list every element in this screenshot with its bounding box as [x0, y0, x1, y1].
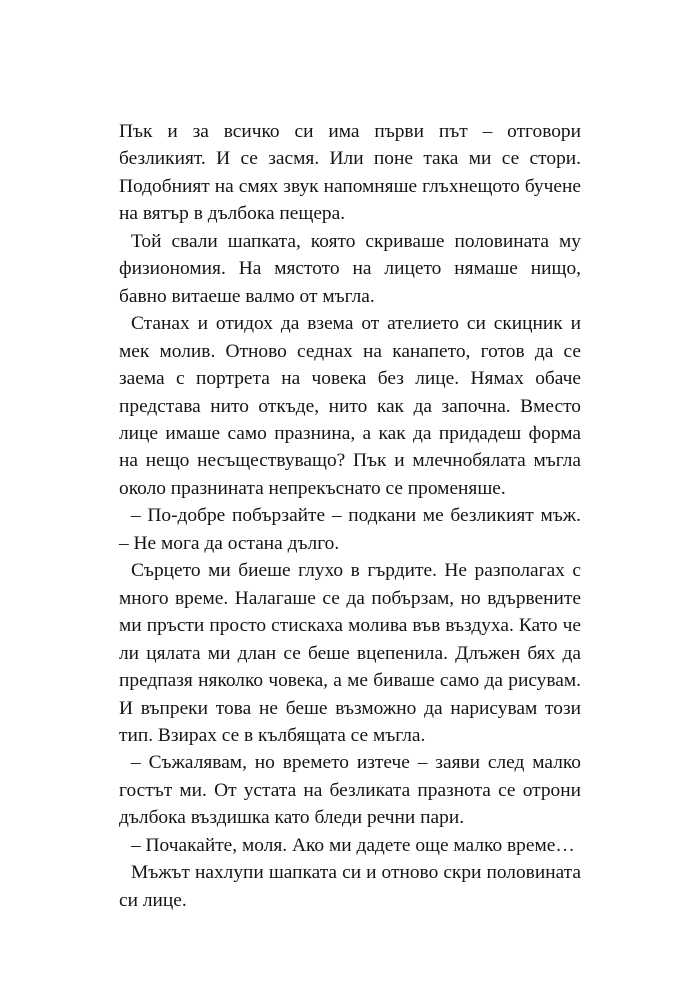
paragraph: Сърцето ми биеше глухо в гърдите. Не разполагах с много време. Налагаше се да побързам, но вдървените ми пръсти просто стискаха молива във въздуха. Като че ли цялата ми длан се беше вцепенила. Длъжен бях да предпазя няколко човека, а ме биваше само да рисувам. И въпреки това не беше възможно да нарисувам този тип. Взирах се в кълбящата се мъгла. — [119, 560, 581, 746]
paragraph: Той свали шапката, която скриваше половината му физиономия. На мястото на лицето нямаше нищо, бавно витаеше валмо от мъгла. — [119, 230, 581, 307]
paragraph: Пък и за всичко си има първи път – отговори безликият. И се засмя. Или поне така ми се стори. Подобният на смях звук напомняше глъхнещото бучене на вятър в дълбока пещера. — [119, 121, 581, 225]
page-body-text — [119, 118, 581, 914]
paragraph: – По-добре побързайте – подкани ме безликият мъж. – Не мога да остана дълго. — [119, 505, 581, 554]
paragraph: Мъжът нахлупи шапката си и отново скри половината си лице. — [119, 862, 581, 911]
paragraph: – Съжалявам, но времето изтече – заяви след малко гостът ми. От устата на безликата празнота се отрони дълбока въздишка като бледи речни пари. — [119, 752, 581, 829]
paragraph: Станах и отидох да взема от ателието си скицник и мек молив. Отново седнах на канапето, готов да се заема с портрета на човека без лице. Нямах обаче представа нито откъде, нито как да започна. Вместо лице имаше само празнина, а как да придадеш форма на нещо несъществуващо? Пък и млечнобялата мъгла около празнината непрекъснато се променяше. — [119, 313, 581, 499]
paragraph: – Почакайте, моля. Ако ми дадете още малко време… — [131, 834, 575, 856]
